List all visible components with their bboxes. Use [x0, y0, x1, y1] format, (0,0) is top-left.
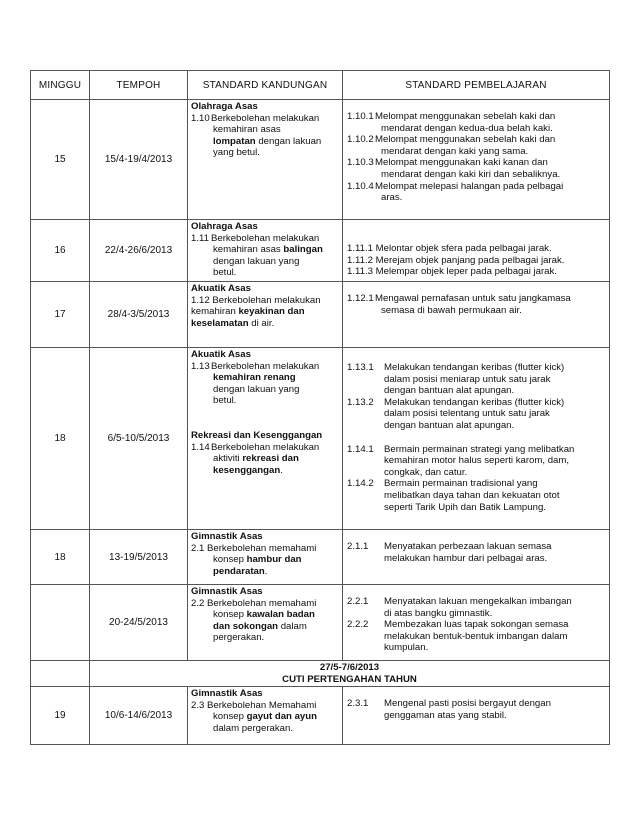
standard-kandungan-cell [188, 585, 343, 661]
sk-text: kemahiran [191, 306, 239, 318]
sp-text: mendarat dengan kaki kiri dan sebaliknya. [381, 168, 561, 180]
header-standard-pembelajaran: STANDARD PEMBELAJARAN [343, 71, 610, 100]
sk-keyword: kesenggangan [213, 464, 281, 476]
sk-text: aktiviti [213, 453, 243, 465]
holiday-empty-cell [31, 661, 90, 687]
sk-text: dalam [278, 620, 307, 632]
sk-text: di air. [248, 317, 275, 329]
sk-text: Berkebolehan melakukan [211, 112, 320, 124]
sk-text: . [264, 565, 268, 577]
tempoh-cell: 10/6-14/6/2013 [90, 687, 188, 745]
sk-text: dengan lakuan yang [213, 255, 300, 267]
minggu-cell [31, 585, 90, 661]
sk-keyword: lompatan [213, 135, 256, 147]
sp-text: Melompat menggunakan sebelah kaki dan [375, 134, 556, 146]
table-row [31, 348, 610, 530]
sp-number: 1.14.2 [347, 478, 374, 490]
sk-text: 2.2 Berkebolehan memahami [191, 597, 317, 609]
sp-text: Melontar objek sfera pada pelbagai jarak. [375, 243, 552, 254]
sk-text: Berkebolehan melakukan [211, 360, 320, 372]
sp-number: 1.10.4 [347, 180, 374, 192]
standard-pembelajaran-cell [343, 530, 610, 585]
topic-heading: Rekreasi dan Kesenggangan [191, 429, 323, 441]
sk-keyword: hambur dan [246, 554, 302, 566]
holiday-label: CUTI PERTENGAHAN TAHUN [282, 673, 417, 685]
sp-text: kumpulan. [384, 642, 429, 654]
topic-heading: Gimnastik Asas [191, 531, 263, 542]
sk-text: kemahiran asas [213, 124, 281, 136]
sk-number: 1.11 [191, 232, 209, 244]
holiday-dates: 27/5-7/6/2013 [319, 661, 380, 673]
sp-text: Melompat melepasi halangan pada pelbagai [375, 180, 564, 192]
sk-text: yang betul. [213, 147, 260, 159]
tempoh-cell: 15/4-19/4/2013 [90, 100, 188, 220]
sp-text: dalam posisi telentang untuk satu jarak [384, 408, 550, 420]
minggu-cell: 18 [31, 348, 90, 530]
holiday-row [31, 661, 610, 687]
sk-text: konsep [213, 711, 247, 723]
sk-text: dalam pergerakan. [213, 722, 293, 734]
sp-number: 1.10.2 [347, 134, 374, 146]
sk-text: konsep [213, 609, 247, 621]
sp-text: dengan bantuan alat apungan. [384, 419, 515, 431]
sp-text: di atas bangku gimnastik. [384, 607, 493, 619]
standard-kandungan-cell [188, 687, 343, 745]
sp-text: Bermain permainan strategi yang melibatkan [384, 443, 575, 455]
topic-heading: Gimnastik Asas [191, 586, 263, 597]
sp-text: aras. [381, 192, 403, 204]
minggu-cell: 19 [31, 687, 90, 745]
table-row [31, 585, 610, 661]
sp-text: Membezakan luas tapak sokongan semasa [384, 619, 569, 631]
sk-keyword: keselamatan [191, 317, 249, 329]
sp-number: 1.13.2 [347, 396, 374, 408]
sk-text: betul. [213, 395, 237, 407]
sk-text: pergerakan. [213, 632, 265, 644]
sk-text: kemahiran asas [213, 244, 284, 256]
sp-number: 2.2.1 [347, 596, 369, 607]
sp-text: Melempar objek leper pada pelbagai jarak. [375, 266, 557, 278]
sk-text: dengan lakuan [255, 135, 322, 147]
standard-pembelajaran-cell [343, 100, 610, 220]
sk-keyword: rekreasi dan [242, 453, 299, 465]
sp-number: 1.14.1 [347, 443, 374, 455]
sp-number: 1.13.1 [347, 362, 374, 373]
topic-heading: Akuatik Asas [191, 349, 251, 360]
tempoh-cell: 22/4-26/6/2013 [90, 220, 188, 282]
header-tempoh: TEMPOH [90, 71, 188, 100]
standard-pembelajaran-cell [343, 687, 610, 745]
sp-text: genggaman atas yang stabil. [384, 709, 507, 721]
sk-text: dengan lakuan yang [213, 383, 300, 395]
sk-number: 1.10 [191, 112, 210, 124]
standard-pembelajaran-cell [343, 585, 610, 661]
sk-number: 1.13 [191, 360, 210, 372]
sp-number: 2.3.1 [347, 698, 369, 709]
sk-keyword: pendaratan [213, 565, 265, 577]
sp-text: Mengawal pernafasan untuk satu jangkamasa [375, 293, 571, 304]
sp-text: dengan bantuan alat apungan. [384, 385, 515, 397]
standard-pembelajaran-cell [343, 282, 610, 348]
sk-text: betul. [213, 267, 237, 279]
header-row [31, 71, 610, 100]
minggu-cell: 17 [31, 282, 90, 348]
table-row [31, 687, 610, 745]
sp-text: seperti Tarik Upih dan Batik Lampung. [384, 501, 546, 513]
sp-text: kemahiran motor halus seperti karom, dam, [384, 455, 570, 467]
sp-text: mendarat dengan kaki yang sama. [381, 145, 529, 157]
sk-keyword: dan sokongan [213, 620, 279, 632]
sk-keyword: balingan [283, 244, 323, 256]
sp-text: melakukan bentuk-bentuk imbangan dalam [384, 630, 568, 642]
sp-number: 1.10.3 [347, 157, 374, 169]
sp-number: 1.12.1 [347, 293, 374, 304]
sp-text: Melakukan tendangan keribas (flutter kick) [384, 362, 565, 373]
minggu-cell: 18 [31, 530, 90, 585]
topic-heading: Olahraga Asas [191, 221, 258, 232]
document-page [30, 70, 610, 745]
topic-heading: Olahraga Asas [191, 101, 258, 112]
sp-text: melakukan hambur dari pelbagai aras. [384, 552, 548, 564]
sk-keyword: kemahiran renang [213, 372, 296, 384]
standard-pembelajaran-cell [343, 220, 610, 282]
sp-text: Mengenal pasti posisi bergayut dengan [384, 698, 551, 709]
sk-text: konsep [213, 554, 247, 566]
sp-number: 1.11.2 [347, 254, 373, 266]
sp-text: dalam posisi meniarap untuk satu jarak [384, 373, 551, 385]
minggu-cell: 15 [31, 100, 90, 220]
sp-text: Menyatakan lakuan mengekalkan imbangan [384, 596, 572, 607]
sp-text: congkak, dan catur. [384, 466, 468, 478]
header-standard-kandungan: STANDARD KANDUNGAN [188, 71, 343, 100]
sp-text: semasa di bawah permukaan air. [381, 304, 522, 316]
standard-kandungan-cell [188, 220, 343, 282]
sk-text: . [280, 464, 283, 476]
sp-number: 2.2.2 [347, 619, 369, 631]
sp-text: melibatkan daya tahan dan kekuatan otot [384, 489, 560, 501]
sk-text: 1.12 Berkebolehan melakukan [191, 294, 321, 306]
sp-number: 1.10.1 [347, 111, 374, 122]
holiday-cell [90, 661, 610, 687]
standard-pembelajaran-cell [343, 348, 610, 530]
table-row [31, 100, 610, 220]
tempoh-cell: 20-24/5/2013 [90, 585, 188, 661]
sk-keyword: keyakinan dan [238, 306, 305, 318]
sp-text: Melompat menggunakan sebelah kaki dan [375, 111, 556, 122]
sp-text: Melompat menggunakan kaki kanan dan [375, 157, 548, 169]
tempoh-cell: 6/5-10/5/2013 [90, 348, 188, 530]
sk-number: 1.14 [191, 441, 210, 453]
table-row [31, 220, 610, 282]
standard-kandungan-cell [188, 530, 343, 585]
sp-text: Melakukan tendangan keribas (flutter kick) [384, 396, 565, 408]
sp-text: Bermain permainan tradisional yang [384, 478, 538, 490]
sp-number: 1.11.3 [347, 266, 373, 278]
rpt-table [30, 70, 610, 745]
topic-heading: Gimnastik Asas [191, 688, 263, 699]
tempoh-cell: 28/4-3/5/2013 [90, 282, 188, 348]
sp-text: Menyatakan perbezaan lakuan semasa [384, 541, 552, 552]
sk-keyword: kawalan badan [246, 609, 315, 621]
sk-text: Berkebolehan melakukan [211, 232, 320, 244]
header-minggu: MINGGU [31, 71, 90, 100]
sp-text: mendarat dengan kedua-dua belah kaki. [381, 122, 553, 134]
sk-text: 2.3 Berkebolehan Memahami [191, 699, 317, 711]
tempoh-cell: 13-19/5/2013 [90, 530, 188, 585]
topic-heading: Akuatik Asas [191, 283, 251, 294]
sk-text: Berkebolehan melakukan [211, 441, 320, 453]
sp-number: 2.1.1 [347, 541, 369, 552]
table-row [31, 530, 610, 585]
standard-kandungan-cell [188, 100, 343, 220]
sk-text: 2.1 Berkebolehan memahami [191, 542, 317, 554]
table-row [31, 282, 610, 348]
sk-keyword: gayut dan ayun [246, 711, 317, 723]
sp-number: 1.11.1 [347, 243, 373, 254]
sp-text: Merejam objek panjang pada pelbagai jarak. [375, 254, 565, 266]
standard-kandungan-cell [188, 282, 343, 348]
minggu-cell: 16 [31, 220, 90, 282]
standard-kandungan-cell [188, 348, 343, 530]
